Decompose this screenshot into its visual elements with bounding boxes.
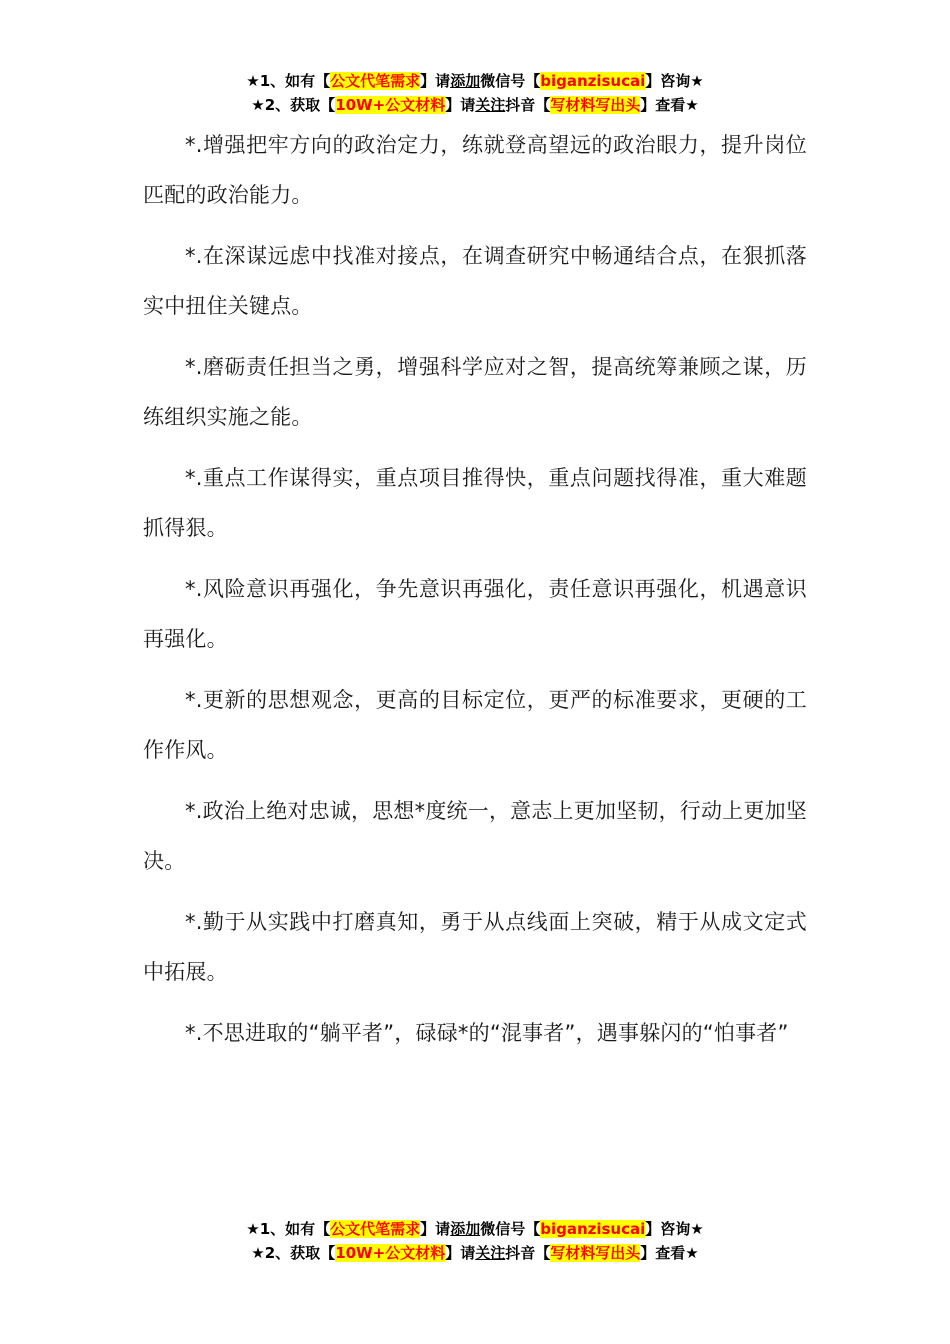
banner-text: 】请: [420, 72, 451, 90]
banner-text: ★2、获取【: [251, 1244, 336, 1262]
document-body: [143, 120, 807, 1069]
banner-emphasis: 添加: [450, 72, 481, 90]
banner-highlight: 公文代笔需求: [330, 1220, 421, 1238]
footer-banner: [0, 1217, 950, 1265]
body-paragraph: *.重点工作谋得实，重点项目推得快，重点问题找得准，重大难题抓得狠。: [143, 466, 807, 540]
banner-text: 】查看★: [640, 1244, 699, 1262]
banner-text: 抖音【: [505, 96, 551, 114]
body-paragraph: *.不思进取的“躺平者”，碌碌*的“混事者”，遇事躲闪的“怕事者”: [185, 1021, 789, 1045]
banner-text: 微信号【: [480, 1220, 541, 1238]
body-paragraph: *.增强把牢方向的政治定力，练就登高望远的政治眼力，提升岗位匹配的政治能力。: [143, 133, 807, 207]
banner-text: ★1、如有【: [246, 72, 331, 90]
banner-text: 抖音【: [505, 1244, 551, 1262]
banner-text: 】请: [445, 1244, 476, 1262]
banner-highlight: 10W+公文材料: [335, 1244, 446, 1262]
body-paragraph: *.更新的思想观念，更高的目标定位，更严的标准要求，更硬的工作作风。: [143, 688, 807, 762]
banner-text: 】查看★: [640, 96, 699, 114]
banner-wechat-id: biganzisucai: [540, 1220, 646, 1238]
banner-wechat-id: biganzisucai: [540, 72, 646, 90]
banner-text: ★2、获取【: [251, 96, 336, 114]
banner-text: ★1、如有【: [246, 1220, 331, 1238]
header-banner: [0, 69, 950, 117]
banner-line-1: [0, 69, 950, 93]
body-paragraph: *.勤于从实践中打磨真知，勇于从点线面上突破，精于从成文定式中拓展。: [143, 910, 807, 984]
banner-emphasis: 关注: [475, 1244, 506, 1262]
body-paragraph: *.磨砺责任担当之勇，增强科学应对之智，提高统筹兼顾之谋，历练组织实施之能。: [143, 355, 807, 429]
banner-text: 】请: [445, 96, 476, 114]
banner-line-2: [0, 1241, 950, 1265]
banner-text: 微信号【: [480, 72, 541, 90]
body-paragraph: *.在深谋远虑中找准对接点，在调查研究中畅通结合点，在狠抓落实中扭住关键点。: [143, 244, 807, 318]
banner-text: 】咨询★: [645, 72, 704, 90]
banner-douyin-account: 写材料写出头: [550, 1244, 641, 1262]
banner-text: 】请: [420, 1220, 451, 1238]
banner-emphasis: 添加: [450, 1220, 481, 1238]
banner-line-2: [0, 93, 950, 117]
banner-line-1: [0, 1217, 950, 1241]
banner-emphasis: 关注: [475, 96, 506, 114]
body-paragraph: *.风险意识再强化，争先意识再强化，责任意识再强化，机遇意识再强化。: [143, 577, 807, 651]
banner-text: 】咨询★: [645, 1220, 704, 1238]
banner-douyin-account: 写材料写出头: [550, 96, 641, 114]
banner-highlight: 10W+公文材料: [335, 96, 446, 114]
body-paragraph: *.政治上绝对忠诚，思想*度统一，意志上更加坚韧，行动上更加坚决。: [143, 799, 807, 873]
banner-highlight: 公文代笔需求: [330, 72, 421, 90]
